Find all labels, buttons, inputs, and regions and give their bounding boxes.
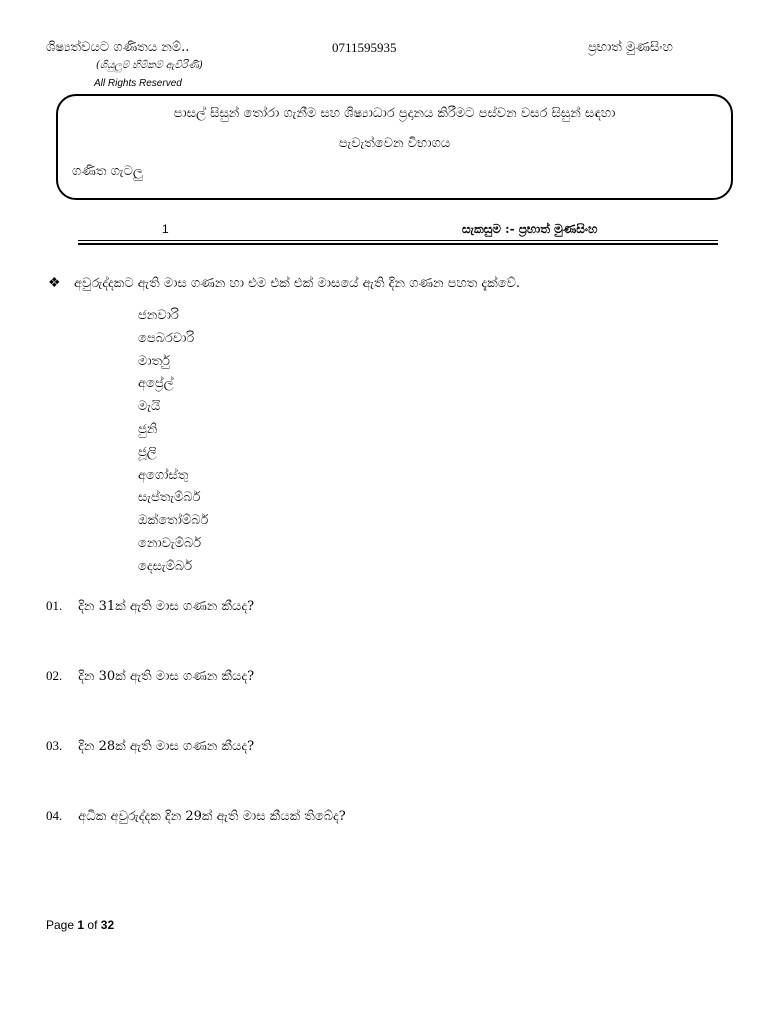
list-item: ජුනි <box>138 421 158 437</box>
list-item: නොවැම්බර් <box>138 535 202 551</box>
question-2 <box>46 668 254 684</box>
footer-current-page: 1 <box>77 918 85 932</box>
question-4 <box>46 808 346 824</box>
question-3 <box>46 738 254 754</box>
question-number: 01. <box>46 598 63 613</box>
compiled-by: සැකසුම :- ප්‍රභාත් මුණසිංහ <box>462 222 598 236</box>
title-line-2: පැවැත්වෙන විභාගය <box>338 136 451 151</box>
list-item: සැප්තැම්බර් <box>138 490 201 506</box>
months-list <box>138 305 208 579</box>
intro-text: අවුරුද්දකට ඇති මාස ගණන හා එම එක් එක් මාසයේ ඇති දින ගණන පහත දැක්වේ. <box>74 276 521 291</box>
question-text: අධික අවුරුද්දක දින 29ක් ඇති මාස කීයක් තිබේද? <box>78 809 346 824</box>
question-text: දින 31ක් ඇති මාස ගණන කීයද? <box>78 599 255 614</box>
list-item: මාර්තු <box>138 353 171 369</box>
question-text: දින 30ක් ඇති මාස ගණන කීයද? <box>78 669 255 684</box>
header-author: ප්‍රභාත් මුණසිංහ <box>588 40 673 55</box>
question-text: දින 28ක් ඇති මාස ගණන කීයද? <box>78 739 255 754</box>
diamond-bullet-icon: ❖ <box>48 275 61 291</box>
header-title: ශිෂ්‍යත්වයට ගණිතය නම්.. <box>46 40 190 55</box>
list-item: අප්‍රේල් <box>138 376 174 392</box>
header-copyright-sinhala: (ශියුලුම් හිමිකම් ඇවිරිණි) <box>96 60 203 71</box>
question-1 <box>46 598 254 614</box>
title-line-1: පාසල් සිසුන් තෝරා ගැනීම සහ ශිෂ්‍යාධාර ප්‍රදානය කිරීමට පස්වන වසර සිසුන් සඳහා <box>173 106 616 121</box>
section-number: 1 <box>162 222 169 236</box>
question-number: 04. <box>46 808 63 823</box>
footer-of-word: of <box>87 918 98 932</box>
list-item: ජූලි <box>138 444 157 460</box>
header-rights-reserved: All Rights Reserved <box>94 78 182 89</box>
divider-thick <box>78 243 718 245</box>
footer-page-word: Page <box>46 918 75 932</box>
subject-label: ගණිත ගැටලු <box>72 164 143 179</box>
list-item: මැයි <box>138 399 161 415</box>
question-number: 02. <box>46 668 63 683</box>
divider-thin <box>78 240 718 241</box>
page-footer <box>46 918 114 932</box>
list-item: ඔක්තෝම්බර් <box>138 513 209 529</box>
list-item: ජනවාරි <box>138 308 179 323</box>
question-number: 03. <box>46 738 63 753</box>
list-item: අගෝස්තු <box>138 467 189 483</box>
header-phone: 0711595935 <box>332 40 397 55</box>
footer-total-pages: 32 <box>100 918 115 932</box>
list-item: පෙබරවාරි <box>138 330 195 346</box>
title-box <box>56 94 733 200</box>
list-item: දෙසැම්බර් <box>138 558 193 574</box>
